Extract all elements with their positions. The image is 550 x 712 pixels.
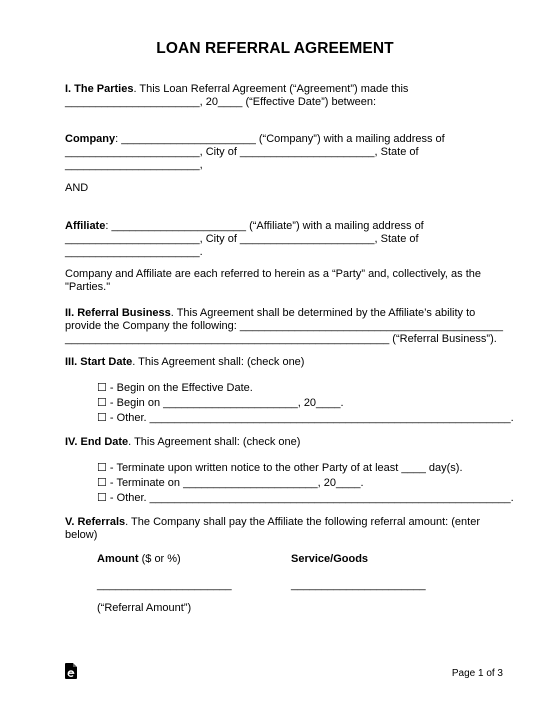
parties-text: . This Loan Referral Agreement (“Agreement”) made this bbox=[133, 83, 409, 95]
amount-header-label: Amount bbox=[97, 553, 139, 565]
referral-business-text: . This Agreement shall be determined by the Affiliate’s ability to bbox=[170, 307, 476, 319]
parties-note-line-1: Company and Affiliate are each referred to herein as a “Party” and, collectively, as the bbox=[65, 268, 481, 280]
referrals-line-1 bbox=[65, 516, 480, 528]
end-date-heading: IV. End Date bbox=[65, 436, 129, 448]
company-line-2: ______________________, City of ______________________, State of bbox=[65, 146, 419, 158]
amount-header bbox=[97, 553, 181, 565]
referrals-heading: V. Referrals bbox=[65, 516, 126, 528]
company-line-3: ______________________, bbox=[65, 159, 203, 171]
referral-business-line-1 bbox=[65, 307, 475, 319]
start-date-option[interactable]: ☐ - Begin on the Effective Date. bbox=[97, 382, 253, 394]
end-date-option[interactable]: ☐ - Terminate upon written notice to the other Party of at least ____ day(s). bbox=[97, 462, 463, 474]
end-date-option[interactable]: ☐ - Other. ___________________________________________________________. bbox=[97, 492, 514, 504]
referral-business-heading: II. Referral Business bbox=[65, 307, 171, 319]
page-number: Page 1 of 3 bbox=[451, 668, 503, 679]
service-blank[interactable]: ______________________ bbox=[291, 579, 426, 591]
start-date-option[interactable]: ☐ - Other. ___________________________________________________________. bbox=[97, 412, 514, 424]
amount-caption: (“Referral Amount”) bbox=[97, 602, 192, 614]
amount-blank[interactable]: ______________________ bbox=[97, 579, 232, 591]
company-line-1 bbox=[65, 133, 445, 145]
start-date-intro: . This Agreement shall: (check one) bbox=[132, 356, 305, 368]
amount-header-unit: ($ or %) bbox=[138, 553, 181, 565]
company-text: : ______________________ (“Company”) with a mailing address of bbox=[115, 133, 445, 145]
start-date-option[interactable]: ☐ - Begin on ______________________, 20____. bbox=[97, 397, 344, 409]
company-label: Company bbox=[65, 133, 116, 145]
parties-heading: I. The Parties bbox=[65, 83, 134, 95]
start-date-heading: III. Start Date bbox=[65, 356, 133, 368]
start-date-line bbox=[65, 356, 304, 368]
affiliate-line-2: ______________________, City of ______________________, State of bbox=[65, 233, 419, 245]
affiliate-text: : ______________________ (“Affiliate”) with a mailing address of bbox=[105, 220, 424, 232]
document-title: LOAN REFERRAL AGREEMENT bbox=[156, 40, 394, 57]
affiliate-line-3: ______________________. bbox=[65, 246, 203, 258]
end-date-line bbox=[65, 436, 300, 448]
referral-business-line-3: _____________________________________________________ (“Referral Business”). bbox=[65, 333, 497, 345]
affiliate-label: Affiliate bbox=[65, 220, 106, 232]
parties-line-1 bbox=[65, 83, 408, 95]
referral-business-line-2: provide the Company the following: ___________________________________________ bbox=[65, 320, 503, 332]
end-date-option[interactable]: ☐ - Terminate on ______________________, 20____. bbox=[97, 477, 364, 489]
document-logo-icon bbox=[65, 663, 77, 679]
parties-note-line-2: "Parties." bbox=[65, 281, 111, 293]
and-text: AND bbox=[65, 182, 89, 194]
affiliate-line-1 bbox=[65, 220, 424, 232]
referrals-text: . The Company shall pay the Affiliate the following referral amount: (enter bbox=[125, 516, 480, 528]
parties-line-2: ______________________, 20____ (“Effective Date”) between: bbox=[65, 96, 377, 108]
referrals-line-2: below) bbox=[65, 529, 98, 541]
service-header: Service/Goods bbox=[291, 553, 369, 565]
end-date-intro: . This Agreement shall: (check one) bbox=[128, 436, 301, 448]
